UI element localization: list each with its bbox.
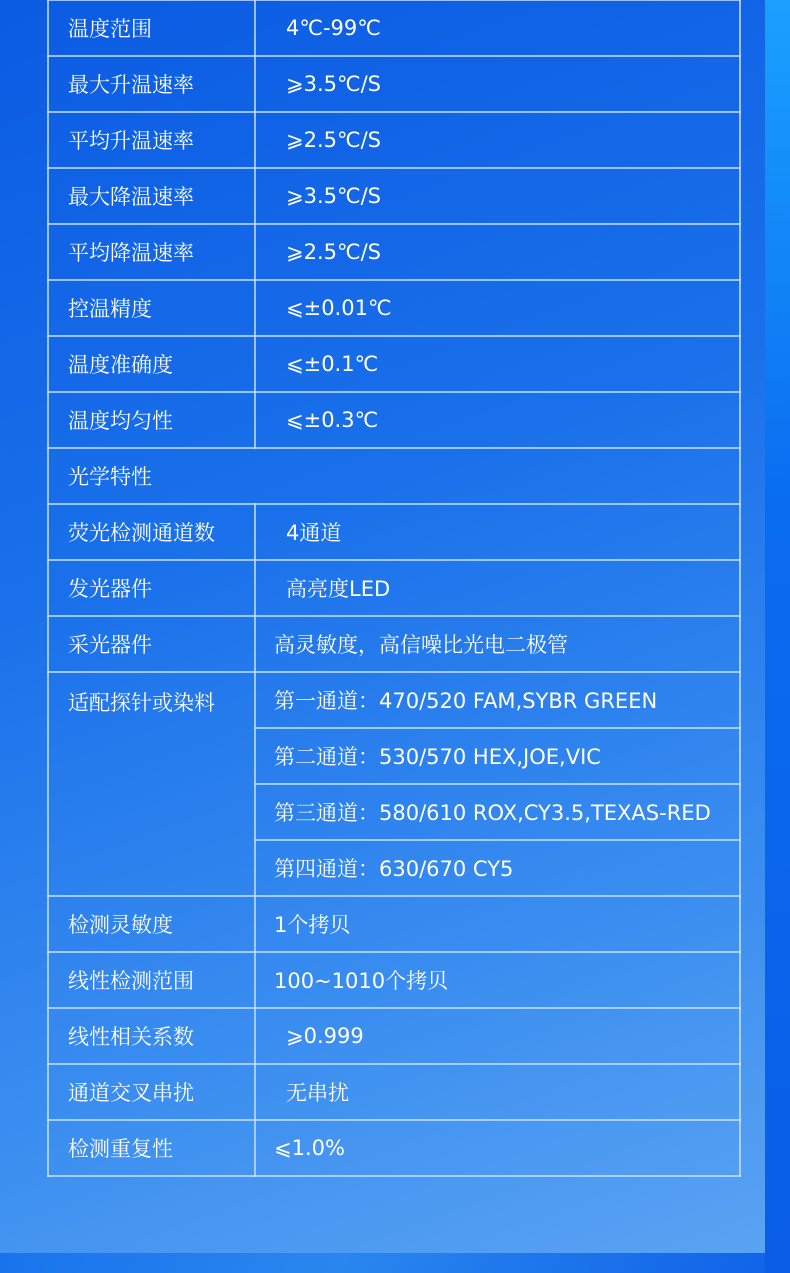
spec-value: ⩽1.0% <box>255 1120 740 1176</box>
spec-row <box>48 0 740 56</box>
spec-row <box>48 504 740 560</box>
spec-value: 高灵敏度，高信噪比光电二极管 <box>255 616 740 672</box>
spec-row <box>48 112 740 168</box>
spec-value: 1个拷贝 <box>255 896 740 952</box>
spec-row <box>48 280 740 336</box>
right-edge-strip <box>765 0 790 1273</box>
spec-label: 线性检测范围 <box>48 952 255 1008</box>
section-row <box>48 448 740 504</box>
spec-table <box>47 0 741 1177</box>
spec-label: 控温精度 <box>48 280 255 336</box>
spec-label: 采光器件 <box>48 616 255 672</box>
spec-row <box>48 616 740 672</box>
spec-value: 100~1010个拷贝 <box>255 952 740 1008</box>
spec-label: 发光器件 <box>48 560 255 616</box>
spec-label: 平均降温速率 <box>48 224 255 280</box>
spec-row <box>48 224 740 280</box>
spec-label: 最大降温速率 <box>48 168 255 224</box>
probe-channel: 第二通道：530/570 HEX,JOE,VIC <box>255 728 740 784</box>
spec-value: ⩾3.5℃/S <box>255 168 740 224</box>
spec-row <box>48 1064 740 1120</box>
spec-row <box>48 952 740 1008</box>
spec-label: 线性相关系数 <box>48 1008 255 1064</box>
spec-row <box>48 336 740 392</box>
probe-channel: 第四通道：630/670 CY5 <box>255 840 740 896</box>
spec-row <box>48 392 740 448</box>
spec-label: 温度准确度 <box>48 336 255 392</box>
spec-label: 平均升温速率 <box>48 112 255 168</box>
spec-value: ⩾2.5℃/S <box>255 224 740 280</box>
probes-label: 适配探针或染料 <box>48 672 255 896</box>
spec-value: 高亮度LED <box>255 560 740 616</box>
spec-row <box>48 168 740 224</box>
spec-value: 4℃-99℃ <box>255 0 740 56</box>
spec-label: 检测灵敏度 <box>48 896 255 952</box>
spec-label: 荧光检测通道数 <box>48 504 255 560</box>
spec-value: 4通道 <box>255 504 740 560</box>
section-title-optical: 光学特性 <box>48 448 740 504</box>
probe-channel: 第三通道：580/610 ROX,CY3.5,TEXAS-RED <box>255 784 740 840</box>
spec-row <box>48 672 740 728</box>
spec-label: 温度范围 <box>48 0 255 56</box>
spec-value: ⩽±0.1℃ <box>255 336 740 392</box>
spec-label: 通道交叉串扰 <box>48 1064 255 1120</box>
spec-row <box>48 1008 740 1064</box>
spec-value: ⩾2.5℃/S <box>255 112 740 168</box>
spec-label: 温度均匀性 <box>48 392 255 448</box>
spec-row <box>48 1120 740 1176</box>
spec-value: ⩾0.999 <box>255 1008 740 1064</box>
spec-row <box>48 896 740 952</box>
spec-value: ⩽±0.01℃ <box>255 280 740 336</box>
spec-row <box>48 56 740 112</box>
spec-value: ⩽±0.3℃ <box>255 392 740 448</box>
spec-label: 检测重复性 <box>48 1120 255 1176</box>
spec-value: ⩾3.5℃/S <box>255 56 740 112</box>
spec-row <box>48 560 740 616</box>
spec-value: 无串扰 <box>255 1064 740 1120</box>
spec-label: 最大升温速率 <box>48 56 255 112</box>
probe-channel: 第一通道：470/520 FAM,SYBR GREEN <box>255 672 740 728</box>
